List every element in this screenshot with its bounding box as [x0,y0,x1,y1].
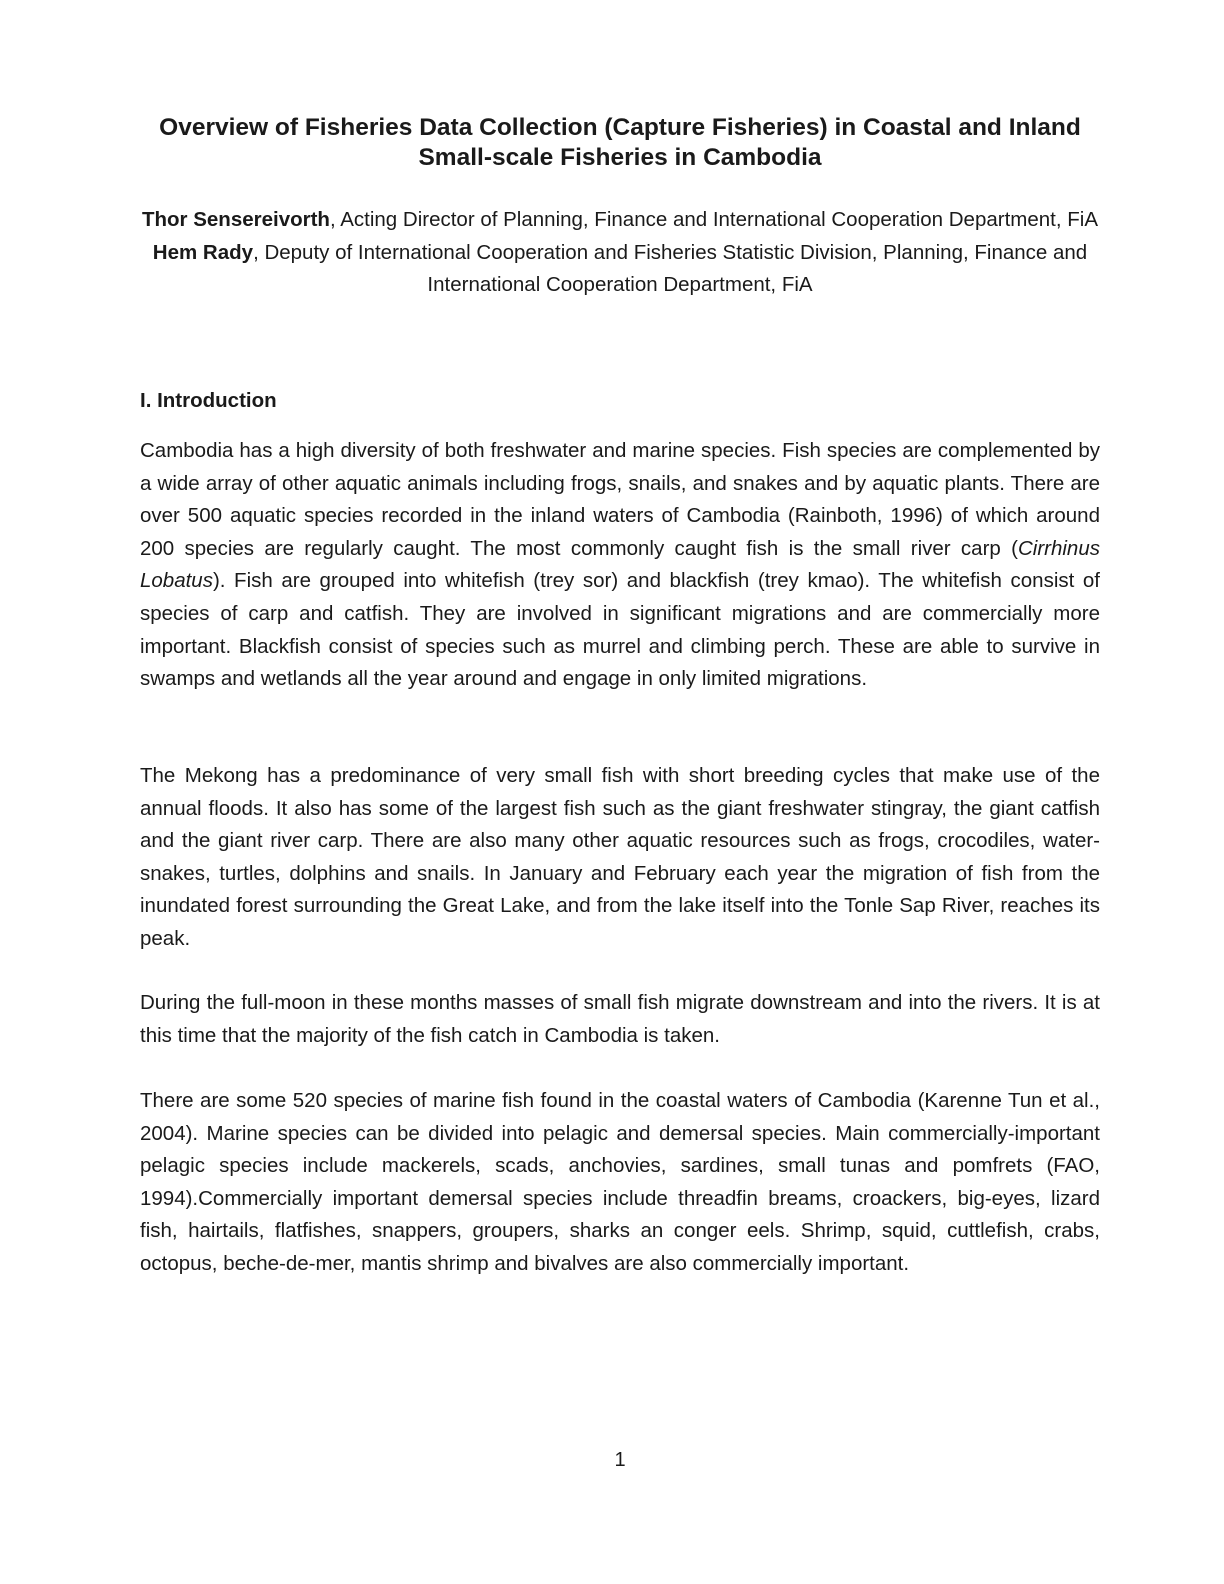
author-line [140,204,1100,237]
author-affiliation: , Acting Director of Planning, Finance and International Cooperation Department, FiA [329,208,1098,231]
paragraph-intro-1 [140,435,1100,696]
paragraph-intro-2: The Mekong has a predominance of very small fish with short breeding cycles that make use of the annual floods. It also has some of the largest fish such as the giant freshwater stingray, the giant catfish and the giant river carp. There are also many other aquatic resources such as frogs, crocodiles, water-snakes, turtles, dolphins and snails. In January and February each year the migration of fish from the inundated forest surrounding the Great Lake, and from the lake itself into the Tonle Sap River, reaches its peak. [140,764,1100,950]
author-block [140,204,1100,302]
document-title: Overview of Fisheries Data Collection (Capture Fisheries) in Coastal and Inland Small-scale Fisheries in Cambodia [159,114,1081,171]
species-name-italic: Cirrhinus Lobatus [140,536,1100,593]
paragraph-intro-4: There are some 520 species of marine fish found in the coastal waters of Cambodia (Karenne Tun et al., 2004). Marine species can be divided into pelagic and demersal species. Main commercially-important pelagic species include mackerels, scads, anchovies, sardines, small tunas and pomfrets (FAO, 1994).Commercially important demersal species include threadfin breams, croackers, big-eyes, lizard fish, hairtails, flatfishes, snappers, groupers, sharks an conger eels. Shrimp, squid, cuttlefish, crabs, octopus, beche-de-mer, mantis shrimp and bivalves are also commercially important. [140,1089,1100,1275]
author-name: Hem Rady [152,240,254,264]
paragraph-text: Cambodia has a high diversity of both freshwater and marine species. Fish species are complemented by a wide array of other aquatic animals including frogs, snails, and snakes and by aquatic plants. There are over 500 aquatic species recorded in the inland waters of Cambodia (Rainboth, 1996) of which around 200 species are regularly caught. The most commonly caught fish is the small river carp ( [140,439,1100,560]
paragraph-intro-3: During the full-moon in these months masses of small fish migrate downstream and into the rivers. It is at this time that the majority of the fish catch in Cambodia is taken. [140,991,1100,1047]
author-line [140,237,1100,302]
page-number: 1 [614,1449,626,1471]
author-affiliation: , Deputy of International Cooperation and Fisheries Statistic Division, Planning, Finance and International Cooperation Department, FiA [253,240,1088,296]
author-name: Thor Sensereivorth [141,208,330,231]
section-heading: I. Introduction [140,389,277,412]
paragraph-text: ). Fish are grouped into whitefish (trey sor) and blackfish (trey kmao). The whitefish consist of species of carp and catfish. They are involved in significant migrations and are commercially more important. Blackfish consist of species such as murrel and climbing perch. These are able to survive in swamps and wetlands all the year around and engage in only limited migrations. [140,569,1100,691]
